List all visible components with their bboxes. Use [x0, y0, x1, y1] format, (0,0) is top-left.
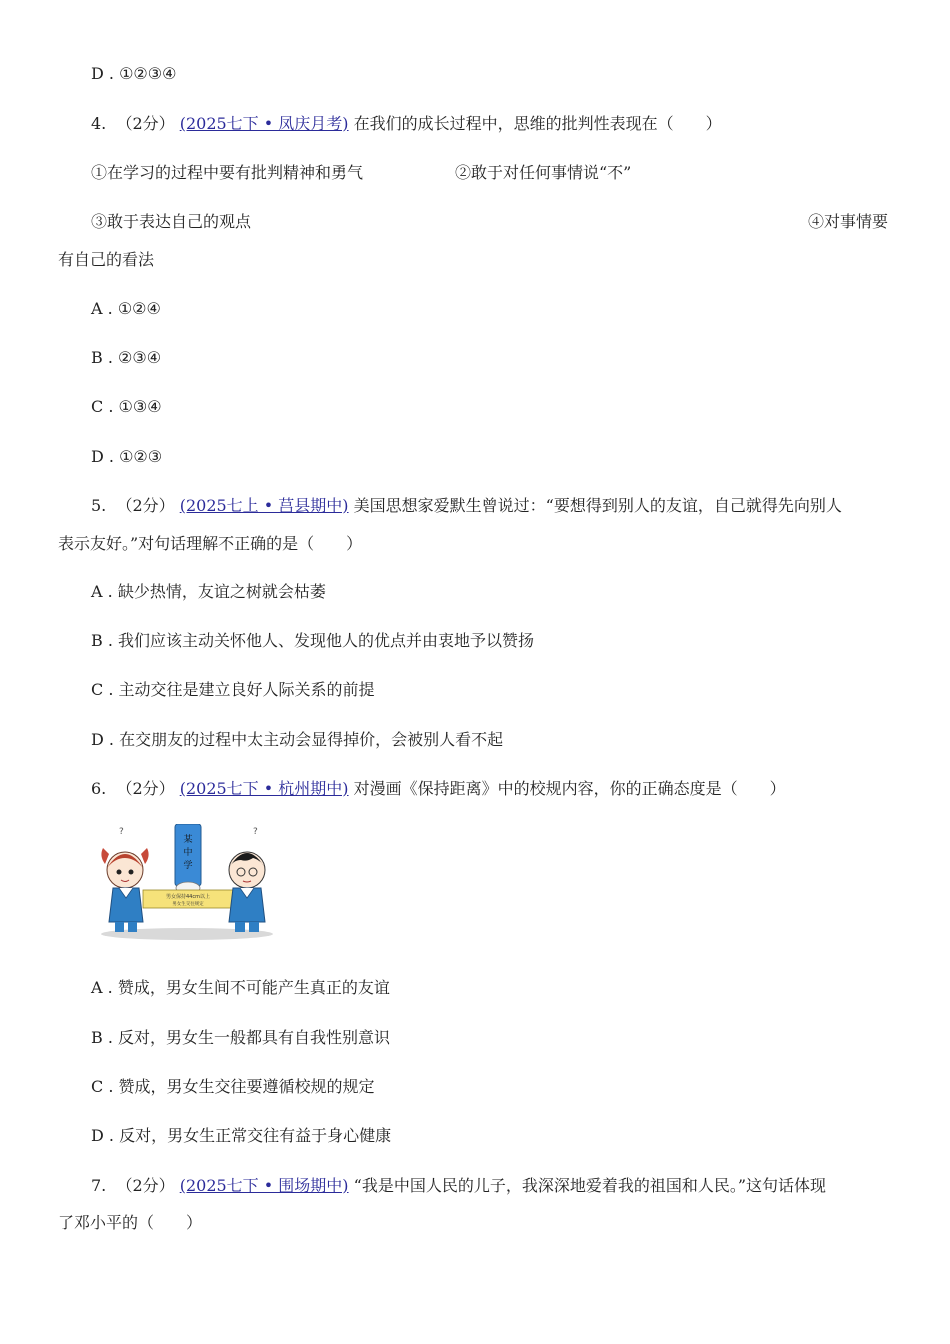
q6-source-link[interactable]: (2025七下 • 杭州期中): [179, 779, 349, 798]
boy-figure: [229, 827, 265, 932]
q4-statement-3: ③敢于表达自己的观点: [91, 212, 252, 231]
q4-statement-4a: ④对事情要: [808, 212, 889, 231]
q4-option-a: A . ①②④: [91, 299, 161, 318]
girl-figure: [101, 827, 148, 932]
q4-statement-4b: 有自己的看法: [58, 250, 155, 269]
q6-score: （2分）: [116, 779, 175, 798]
q7-header: [91, 1176, 826, 1196]
q5-option-d: D . 在交朋友的过程中太主动会显得掉价，会被别人看不起: [91, 730, 504, 749]
q5-score: （2分）: [116, 496, 175, 515]
q7-stem-line1: “我是中国人民的儿子，我深深地爱着我的祖国和人民。”这句话体现: [353, 1176, 827, 1195]
keep-distance-cartoon: [95, 824, 277, 942]
q6-option-d: D . 反对，男女生正常交往有益于身心健康: [91, 1126, 392, 1145]
q5-header: [91, 496, 842, 516]
svg-text:?: ?: [253, 827, 258, 837]
school-sign-text-1: 某: [183, 835, 193, 845]
q6-option-a: A . 赞成，男女生间不可能产生真正的友谊: [91, 978, 390, 997]
q4-score: （2分）: [116, 114, 175, 133]
school-sign-text-3: 学: [183, 861, 193, 871]
q7-number: 7.: [91, 1176, 107, 1195]
q7-stem-line2: 了邓小平的（ ）: [58, 1213, 203, 1232]
q4-stem: 在我们的成长过程中，思维的批判性表现在（ ）: [353, 114, 722, 133]
q4-option-b: B . ②③④: [91, 348, 162, 367]
ground-shadow: [101, 928, 273, 940]
q5-option-a: A . 缺少热情，友谊之树就会枯萎: [91, 582, 326, 601]
q4-statement-1: ①在学习的过程中要有批判精神和勇气: [91, 163, 364, 182]
q7-score: （2分）: [116, 1176, 175, 1195]
q4-number: 4.: [91, 114, 107, 133]
q6-number: 6.: [91, 779, 107, 798]
banner-text-2: 男女生交往规定: [172, 902, 204, 907]
q4-statement-2: ②敢于对任何事情说“不”: [455, 163, 632, 182]
q4-source-link[interactable]: (2025七下 • 凤庆月考): [179, 114, 349, 133]
q4-option-d: D . ①②③: [91, 447, 163, 466]
q6-option-c: C . 赞成，男女生交往要遵循校规的规定: [91, 1077, 375, 1096]
q3-option-d: D . ①②③④: [91, 64, 177, 83]
q5-stem-line1: 美国思想家爱默生曾说过：“要想得到别人的友谊，自己就得先向别人: [353, 496, 842, 515]
banner-text-1: 男女保持44cm以上: [166, 894, 210, 900]
q7-source-link[interactable]: (2025七下 • 围场期中): [179, 1176, 349, 1195]
svg-text:?: ?: [119, 827, 124, 837]
q5-number: 5.: [91, 496, 107, 515]
q5-stem-line2: 表示友好。”对句话理解不正确的是（ ）: [58, 534, 363, 553]
q5-source-link[interactable]: (2025七上 • 莒县期中): [179, 496, 349, 515]
q6-header: [91, 779, 786, 799]
q5-option-c: C . 主动交往是建立良好人际关系的前提: [91, 680, 375, 699]
q5-option-b: B . 我们应该主动关怀他人、发现他人的优点并由衷地予以赞扬: [91, 631, 535, 650]
q6-option-b: B . 反对，男女生一般都具有自我性别意识: [91, 1028, 391, 1047]
q4-option-c: C . ①③④: [91, 397, 162, 416]
q4-header: [91, 114, 722, 134]
q6-stem: 对漫画《保持距离》中的校规内容，你的正确态度是（ ）: [353, 779, 786, 798]
school-sign-text-2: 中: [183, 848, 193, 858]
